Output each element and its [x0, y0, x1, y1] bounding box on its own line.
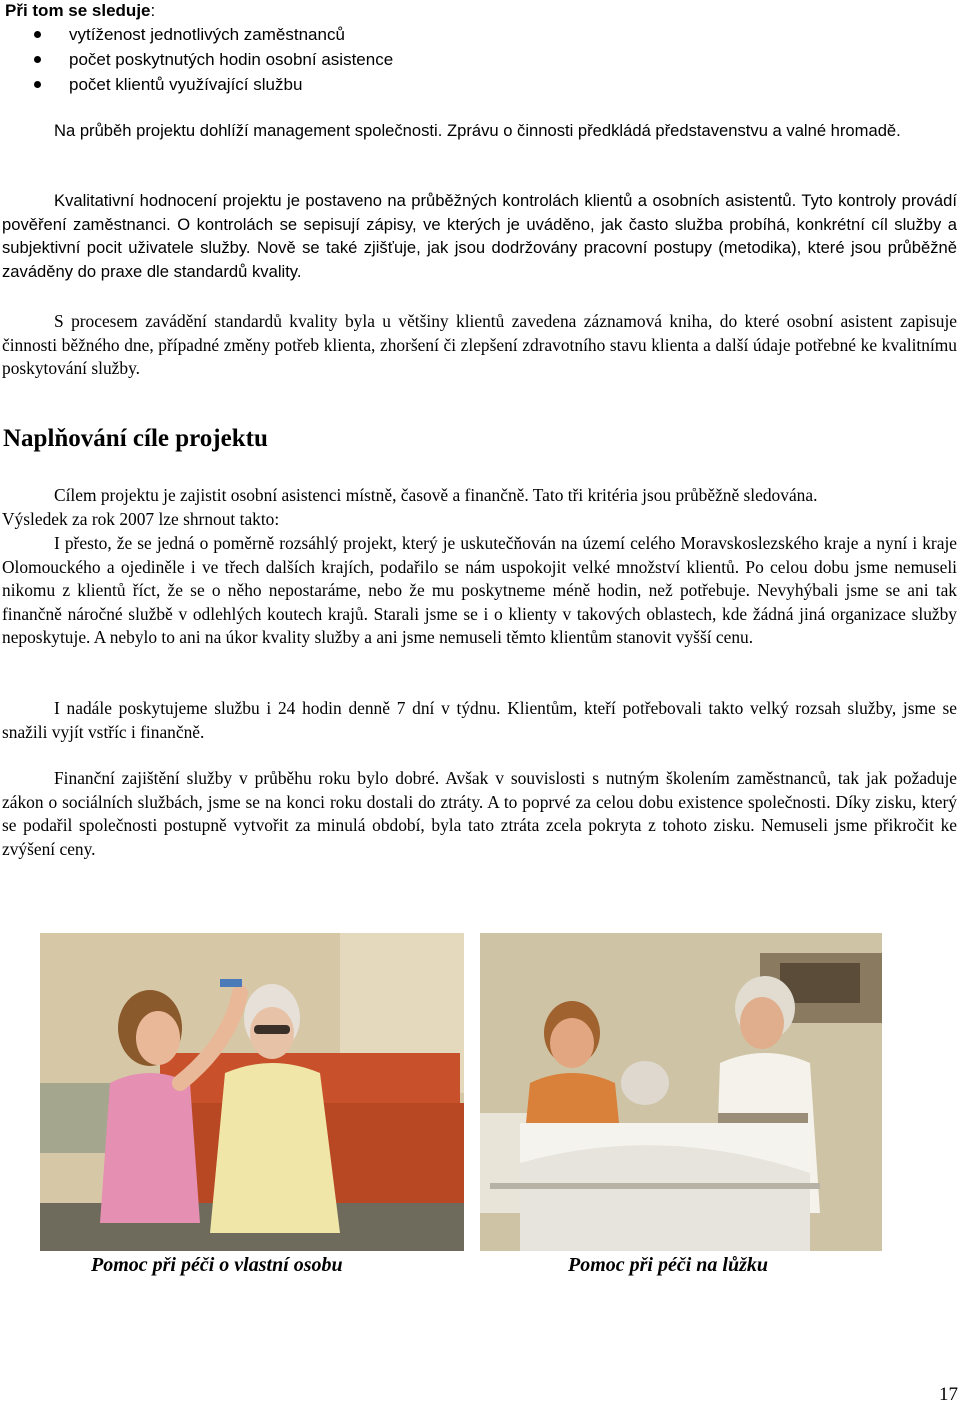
page-number: 17: [939, 1384, 958, 1405]
list-item: [0, 22, 960, 47]
photo-bed-care: [480, 933, 882, 1251]
man-face: [550, 1018, 594, 1068]
comb: [220, 979, 242, 987]
management-paragraph: Na průběh projektu dohlíží management společnosti. Zprávu o činnosti předkládá představenstvu a valné hromadě.: [54, 121, 901, 140]
client-glasses: [254, 1025, 290, 1034]
monitoring-list: [0, 22, 960, 97]
photo-personal-care: [40, 933, 464, 1251]
list-item-text: počet poskytnutých hodin osobní asistence: [69, 50, 394, 69]
client-gown: [210, 1063, 340, 1233]
photo-bed-care-image: [480, 933, 882, 1251]
qualitative-paragraph: Kvalitativní hodnocení projektu je postaveno na průběžných kontrolách klientů a osobních asistentů. Tyto kontroly provádí pověření zaměstnanci. O kontrolách se sepisují zápisy, ve kterých je uváděno, jak často služba probíhá, konkrétní cíl služby a subjektivní pocit uživatele služby. Nově se také zjišťuje, jak jsou dodržovány pracovní postupy (metodika), které jsou průběžně zaváděny do praxe dle standardů kvality.: [2, 191, 957, 281]
hours-paragraph: I nadále poskytujeme službu i 24 hodin denně 7 dní v týdnu. Klientům, kteří potřebovali takto velký rozsah služby, jsme se snažili vyjít vstříc i finančně.: [2, 698, 957, 742]
despite-paragraph: I přesto, že se jedná o poměrně rozsáhlý projekt, který je uskutečňován na území celého Moravskoslezského kraje a nyní i kraje Olomouckého a ojediněle i ve třech dalších krajích, podařilo se nám uspokojit velké množství klientů. Po celou dobu jsme nemuseli nikomu z klientů říct, že se o něho nepostaráme, nebo že mu poskytneme méně hodin, než potřebuje. Nevyhýbali jsme se ani tak finančně náročné službě v odlehlých koutech krajů. Starali jsme se i o klienty v takových oblastech, kde žádná jiná organizace služby neposkytuje. A nebylo to ani na úkor kvality služby a ani jsme nemuseli těmto klientům stanovit vyšší cenu.: [2, 533, 957, 647]
list-item-text: vytíženost jednotlivých zaměstnanců: [69, 25, 345, 44]
photo-personal-care-image: [40, 933, 464, 1251]
bullet-icon: [34, 31, 41, 38]
monitoring-heading-colon: :: [150, 1, 156, 20]
section-title: Naplňování cíle projektu: [3, 425, 268, 452]
monitoring-heading-label: Při tom se sleduje: [5, 1, 151, 20]
photo-caption-personal-care: Pomoc při péči o vlastní osobu: [91, 1254, 343, 1276]
list-item-text: počet klientů využívající službu: [69, 75, 303, 94]
bed-rail: [490, 1183, 820, 1189]
photo-caption-bed-care: Pomoc při péči na lůžku: [568, 1254, 769, 1276]
bullet-icon: [34, 81, 41, 88]
blanket: [520, 1145, 810, 1251]
goal-paragraph: Cílem projektu je zajistit osobní asistenci místně, časově a finančně. Tato tři kritéria jsou průběžně sledována.: [54, 485, 818, 505]
finance-paragraph: Finanční zajištění služby v průběhu roku bylo dobré. Avšak v souvislosti s nutným školením zaměstnanců, tak jak požaduje zákon o sociálních službách, jsme se na konci roku dostali do ztráty. A to poprvé za celou dobu existence společnosti. Díky zisku, který se podařil společnosti postupně vytvořit za minulá období, byla tato ztráta zcela pokryta z tohoto zisku. Nemuseli jsme přikročit ke zvýšení ceny.: [2, 768, 957, 859]
list-item: [0, 72, 960, 97]
bullet-icon: [34, 56, 41, 63]
client-head: [621, 1061, 669, 1105]
standards-paragraph: S procesem zavádění standardů kvality byla u většiny klientů zavedena záznamová kniha, do které osobní asistent zapisuje činnosti běžného dne, případné změny potřeb klienta, zhoršení či zlepšení zdravotního stavu klienta a další údaje potřebné ke kvalitnímu poskytování služby.: [2, 311, 957, 378]
assistant-face: [136, 1011, 180, 1065]
assistant-shirt: [100, 1073, 200, 1223]
monitoring-heading: [5, 0, 155, 22]
woman-face: [740, 997, 784, 1049]
list-item: [0, 47, 960, 72]
summary-line: Výsledek za rok 2007 lze shrnout takto:: [2, 509, 280, 529]
